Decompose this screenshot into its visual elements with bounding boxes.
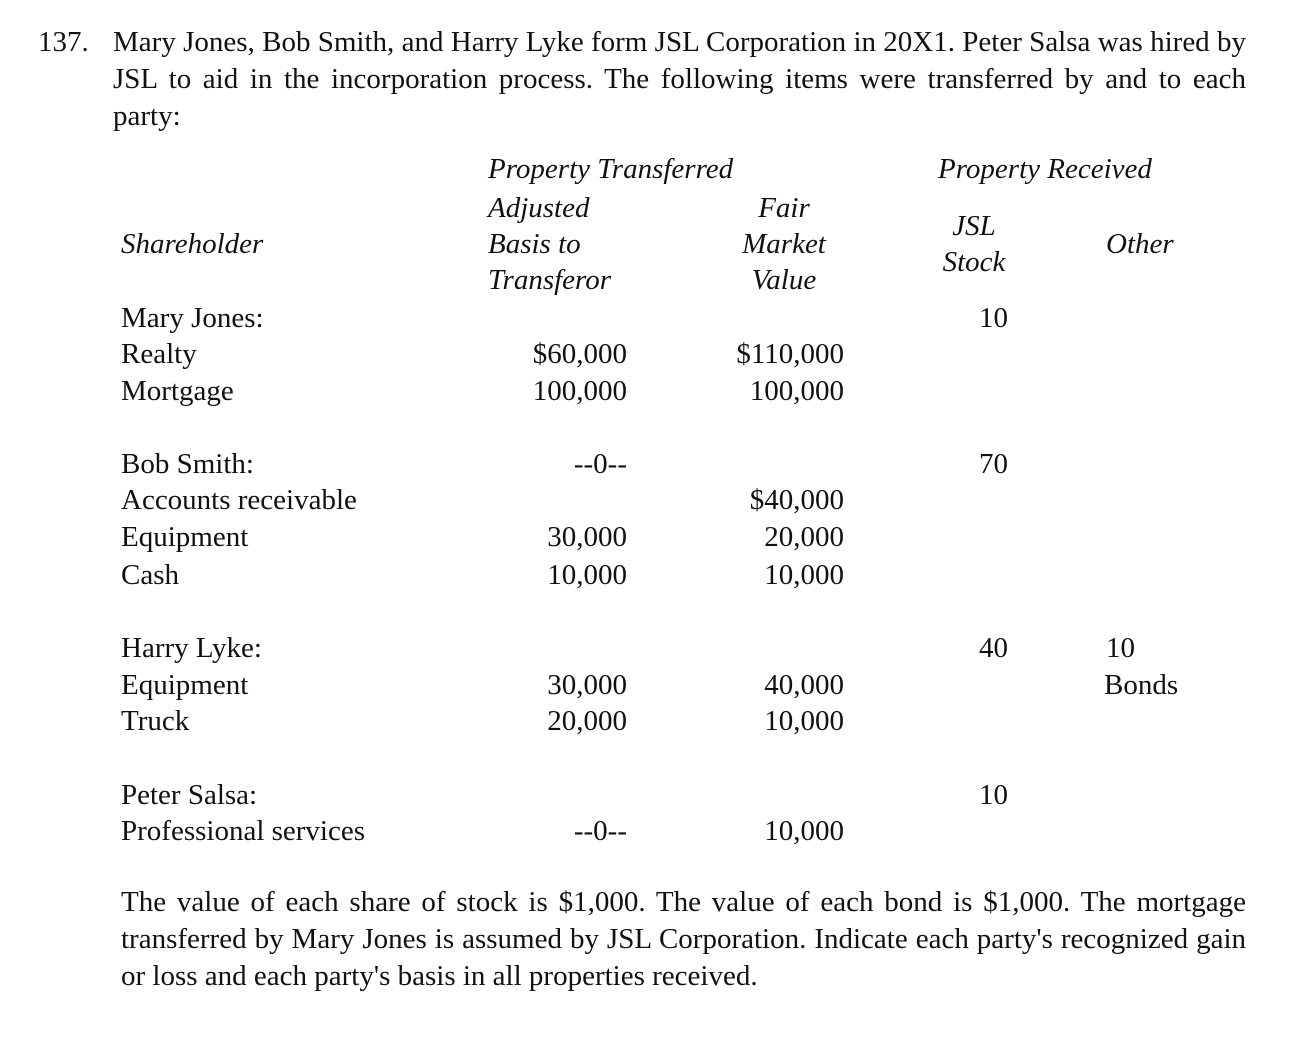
- other-harry-type: Bonds: [1104, 669, 1179, 701]
- shareholder-name-harry: Harry Lyke:: [121, 632, 262, 664]
- basis-realty: $60,000: [532, 338, 627, 370]
- header-basis-line1: Adjusted: [488, 192, 590, 224]
- header-stock-line1: JSL: [952, 210, 996, 242]
- item-label-truck: Truck: [121, 705, 190, 737]
- stock-mary: 10: [979, 302, 1008, 334]
- item-label-cash: Cash: [121, 559, 179, 591]
- header-fmv-line2: Market: [742, 228, 826, 260]
- fmv-accounts-receivable: $40,000: [749, 484, 844, 516]
- header-shareholder: Shareholder: [121, 228, 264, 260]
- stock-peter: 10: [979, 779, 1008, 811]
- fmv-realty: $110,000: [736, 338, 844, 370]
- fmv-truck: 10,000: [764, 705, 844, 737]
- shareholder-name-mary: Mary Jones:: [121, 302, 264, 334]
- header-basis-line2: Basis to: [488, 228, 581, 260]
- item-label-accounts-receivable: Accounts receivable: [121, 484, 357, 516]
- shareholder-name-bob: Bob Smith:: [121, 448, 254, 480]
- header-property-transferred: Property Transferred: [488, 153, 734, 185]
- question-text: Mary Jones, Bob Smith, and Harry Lyke form JSL Corporation in 20X1. Peter Salsa was hired by JSL to aid in the incorporation process. The following items were transferred by and to each party:: [113, 26, 1246, 132]
- basis-equipment-bob: 30,000: [547, 521, 627, 553]
- other-harry-amount: 10: [1106, 632, 1135, 664]
- item-label-professional-services: Professional services: [121, 815, 366, 847]
- fmv-cash: 10,000: [764, 559, 844, 591]
- stock-bob: 70: [979, 448, 1008, 480]
- basis-bob-header: --0--: [573, 448, 627, 480]
- item-label-equipment-harry: Equipment: [121, 669, 249, 701]
- fmv-equipment-harry: 40,000: [764, 669, 844, 701]
- header-property-received: Property Received: [938, 153, 1152, 185]
- shareholder-name-peter: Peter Salsa:: [121, 779, 258, 811]
- item-label-realty: Realty: [121, 338, 197, 370]
- item-label-mortgage: Mortgage: [121, 375, 234, 407]
- fmv-equipment-bob: 20,000: [764, 521, 844, 553]
- header-stock-line2: Stock: [942, 246, 1006, 278]
- basis-mortgage: 100,000: [532, 375, 627, 407]
- header-other: Other: [1106, 228, 1174, 260]
- basis-professional-services: --0--: [573, 815, 627, 847]
- header-fmv-line1: Fair: [758, 192, 810, 224]
- footer-instructions: The value of each share of stock is $1,000. The value of each bond is $1,000. The mortgage transferred by Mary Jones is assumed by JSL Corporation. Indicate each party's recognized gain or loss and each party's basis in all properties received.: [121, 886, 1246, 992]
- question-number: 137.: [38, 26, 89, 58]
- item-label-equipment-bob: Equipment: [121, 521, 249, 553]
- basis-truck: 20,000: [547, 705, 627, 737]
- stock-harry: 40: [979, 632, 1008, 664]
- header-fmv-line3: Value: [751, 264, 817, 296]
- fmv-professional-services: 10,000: [764, 815, 844, 847]
- fmv-mortgage: 100,000: [749, 375, 844, 407]
- basis-equipment-harry: 30,000: [547, 669, 627, 701]
- header-basis-line3: Transferor: [488, 264, 612, 296]
- basis-cash: 10,000: [547, 559, 627, 591]
